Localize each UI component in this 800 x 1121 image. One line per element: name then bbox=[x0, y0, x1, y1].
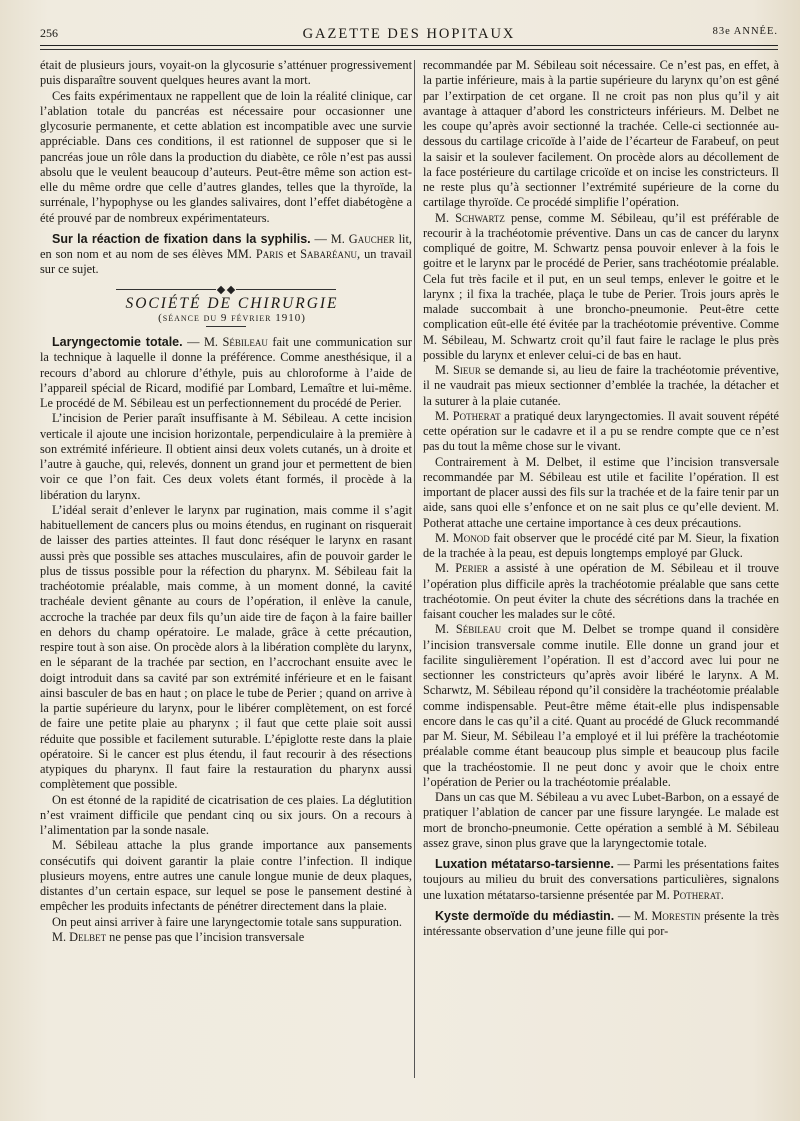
short-rule bbox=[206, 326, 246, 327]
paragraph: M. Potherat a pratiqué deux laryngectomies. Il avait souvent répété cette opération sur le cadavre et il a pu se rendre compte que ce n’est pas du tout la même chose sur le vivant. bbox=[423, 408, 779, 454]
header-rule-bottom bbox=[40, 49, 778, 50]
paragraph: Contrairement à M. Delbet, il estime que l’incision transversale recommandée par M. Sébileau est utile et facilite l’opération. Il est important de placer aussi des fils sur la trachée et de la faire tenir par un aide, sans quoi elle s’enfonce et on ne sait plus ce qu’elle devient. M. Potherat attache une certaine importance à ces deux précautions. bbox=[423, 454, 779, 530]
header-rule-top bbox=[40, 45, 778, 46]
author-name: Morestin bbox=[651, 908, 701, 923]
page-header bbox=[40, 26, 778, 46]
author-name: Sébileau bbox=[222, 335, 268, 349]
paragraph: recommandée par M. Sébileau soit nécessaire. Ce n’est pas, en effet, à la partie inférieure, mais à la partie supérieure du larynx qu’on est gêné par l’extirpation de cet organe. Il ne croit pas non plus qu’il y ait avantage à attaquer d’abord les constricteurs inférieurs. M. Delbet ne les coupe qu’après avoir sectionné la trachée. Celle-ci sectionnée au-dessous du cartilage cricoïde à l’aide de l’écarteur de Farabeuf, on peut la saisir et la soulever facilement. On procède alors au décollement de la face postérieure du cartilage cricoïde et on incise les constricteurs. Il ne reste plus qu’à sectionner l’extrémité supérieure de la corne du cartilage thyroïde. Ce procédé simplifie l’opération. bbox=[423, 58, 779, 210]
article-heading: Sur la réaction de fixation dans la syphilis. bbox=[52, 231, 311, 246]
section-title: SOCIÉTÉ DE CHIRURGIE bbox=[125, 294, 339, 312]
laryngectomy-article: Laryngectomie totale. — M. Sébileau fait une communication sur la technique à laquelle il donne la préférence. Comme anesthésique, il a recours d’abord au chlorure d’éthyle, puis au chloroforme à l’aide de l’appareil spécial de Ricard, modifié par Lombard, Lemaître et lui-même. Le procédé de M. Sébileau est un perfectionnement du procédé de Perier. bbox=[40, 335, 412, 410]
page-number: 256 bbox=[40, 26, 58, 40]
article-heading: Luxation métatarso-tarsienne. bbox=[435, 857, 614, 871]
paragraph: On peut ainsi arriver à faire une laryngectomie totale sans suppuration. bbox=[52, 914, 402, 929]
paragraph: L’incision de Perier paraît insuffisante à M. Sébileau. A cette incision verticale il ajoute une incision horizontale, perpendiculaire à la première à son extrémité inférieure. Il obtient ainsi deux volets cutanés, un à droite et l’autre à gauche, qui, relevés, donnent un grand jour et permettent de bien voir ce que l’on fait. Ces deux volets étant formés, il procède à la libération du larynx. bbox=[40, 411, 412, 502]
author-name: Delbet bbox=[69, 929, 107, 944]
paragraph: M. Monod fait observer que le procédé cité par M. Sieur, la fixation de la trachée à la peau, est depuis longtemps employé par Gluck. bbox=[423, 530, 779, 560]
article-heading: Kyste dermoïde du médiastin. bbox=[435, 908, 615, 923]
journal-title: GAZETTE DES HOPITAUX bbox=[302, 26, 516, 42]
section-subtitle: (séance du 9 février 1910) bbox=[158, 311, 306, 324]
paragraph: On est étonné de la rapidité de cicatrisation de ces plaies. La déglutition n’est vraiment difficile que pendant cinq ou six jours. On a recours à l’alimentation par la sonde nasale. bbox=[40, 792, 412, 837]
author-name: Monod bbox=[452, 530, 490, 545]
author-name: Sieur bbox=[452, 363, 481, 377]
paragraph: L’idéal serait d’enlever le larynx par rugination, mais comme il s’agit habituellement de cancers plus ou moins étendus, en ruginant on risquerait de laisser des parties atteintes. Il faut donc réséquer le larynx en rasant aussi près que possible ses attaches musculaires, afin de pouvoir garder le plus de tissus possible pour la réfection du pharynx. M. Sébileau fait la trachéotomie préalable, mais comme, à un moment donné, la cavité trachéale devient gênante au cours de l’opération, il enlève la canule, accroche la trachée par deux fils qu’un aide tire de façon à la faire bailler en dehors du champ opératoire. Le malade, grâce à cette précaution, respire tout à son aise. On procède alors à la libération complète du larynx, en le séparant de la trachée par section, en l’accrochant ensuite avec le doigt introduit dans sa cavité par son extrémité inférieure et en le faisant ainsi basculer de bas en haut ; on place le tube de Perier ; quand on arrive à la partie supérieure du larynx, pour le libérer complètement, on est forcé de faire une petite plaie au pharynx ; il faut que cette plaie soit aussi réduite que possible et facilement suturable. L’épiglotte reste dans la plaie opératoire. Si le cancer est plus étendu, il faut recourir à des résections atypiques du pharynx. Il faut faire la restauration du pharynx aussi complètement que possible. bbox=[40, 502, 412, 792]
author-name: Paris bbox=[255, 247, 284, 261]
author-name: Potherat bbox=[672, 887, 721, 902]
paragraph: M. Sébileau attache la plus grande importance aux pansements consécutifs qui doivent garantir la plaie contre l’infection. Il indique plusieurs moyens, entre autres une canule longue munie de deux plaques, distantes d’un certain espace, sur lequel se pose le pansement destiné à empêcher les produits infectants de pénétrer directement dans la plaie. bbox=[40, 838, 412, 914]
luxation-article: Luxation métatarso-tarsienne. — Parmi les présentations faites toujours au milieu du bruit des conversations particulières, signalons une luxation métatarso-tarsienne présentée par M. Potherat. bbox=[423, 857, 779, 902]
year-label: 83e ANNÉE. bbox=[712, 26, 778, 37]
paragraph: M. Sébileau croit que M. Delbet se trompe quand il considère l’incision transversale comme inutile. Elle donne un grand jour et facilite singulièrement l’opération. Il est d’accord avec lui pour ne sectionner les constricteurs qu’après avoir libéré le larynx. A M. Scharwtz, M. Sébileau répond qu’il considère la trachéotomie préalable comme indispensable. Peut-être même était-elle plus indispensable encore dans le cas qu’il a cité. Quant au procédé de Gluck recommandé par M. Sieur, M. Sébileau l’a employé et il lui préfère la trachéotomie préalable comme étant beaucoup plus simple et beaucoup plus facile que la trachéostomie. Il ne peut donc y avoir que le choix entre l’opération de Perier ou la trachéotomie préalable. bbox=[423, 622, 779, 789]
paragraph: Ces faits expérimentaux ne rappellent que de loin la réalité clinique, car l’ablation totale du pancréas est nécessaire pour occasionner une glycosurie permanente, et cette ablation est incompatible avec une survie appréciable. Dans ces conditions, il est rationnel de supposer que si le pancréas joue un rôle dans la production du diabète, ce rôle n’est pas aussi absolu que le veulent beaucoup d’auteurs. Peut-être même son action est-elle du même ordre que celle d’autres glandes, telles que la thyroïde, la surrénale, l’hypophyse ou les glandes salivaires, dont l’effet diabétogène a été prouvé par de nombreux expérimentateurs. bbox=[40, 88, 412, 225]
paragraph: était de plusieurs jours, voyait-on la glycosurie s’atténuer progressivement puis disparaître souvent quelques heures avant la mort. bbox=[40, 58, 412, 88]
author-name: Sébileau bbox=[455, 622, 502, 637]
paragraph: M. Delbet ne pense pas que l’incision transversale bbox=[52, 929, 305, 944]
article-heading: Laryngectomie totale. bbox=[52, 335, 183, 349]
author-name: Perier bbox=[455, 561, 489, 576]
paragraph: Dans un cas que M. Sébileau a vu avec Lubet-Barbon, on a essayé de pratiquer l’ablation de cancer par une fissure laryngée. Le malade est mort de broncho-pneumonie. Cette opération a semblé à M. Sébileau assez grave, sinon plus grave que la laryngectomie totale. bbox=[423, 790, 779, 850]
paragraph: M. Perier a assisté à une opération de M. Sébileau et il trouve l’opération plus difficile après la trachéotomie préalable que sans cette trachéotomie. On peut éviter la chute des sécrétions dans la trachée en faisant coucher les malades sur le côté. bbox=[423, 561, 779, 621]
syphilis-article: Sur la réaction de fixation dans la syphilis. — M. Gaucher lit, en son nom et au nom de ses élèves MM. Paris et Sabaréanu, un travail sur ce sujet. bbox=[40, 231, 412, 277]
author-name: Sabaréanu bbox=[300, 247, 358, 261]
kyste-article: Kyste dermoïde du médiastin. — M. Morestin présente la très intéressante observation d’une jeune fille qui por- bbox=[423, 908, 779, 938]
paragraph: M. Sieur se demande si, au lieu de faire la trachéotomie préventive, il ne vaudrait pas mieux sectionner d’emblée la trachée, la détacher et la suturer à la plaie cutanée. bbox=[423, 363, 779, 408]
ornament-divider bbox=[40, 282, 412, 290]
right-column bbox=[423, 58, 779, 1098]
paragraph: M. Schwartz pense, comme M. Sébileau, qu’il est préférable de recourir à la trachéotomie préventive. Dans un cas de cancer du larynx compliqué de goitre, M. Schwartz pensa pouvoir enlever à la fois le goitre et le larynx par le procédé de Perier, sans trachéotomie préalable. Cela fut très facile et il put, en un seul temps, enlever le goitre et le larynx ; il fixa la trachée, plaça le tube de Perier. Trois jours après le malade succombait à une broncho-pneumonie. Peut-être cette complication eût-elle été évitée par la trachéotomie préventive. Comme M. Sébileau, M. Schwartz croit qu’il faut faire le raclage le plus près possible du larynx et enlever celui-ci de bas en haut. bbox=[423, 210, 779, 362]
author-name: Schwartz bbox=[455, 210, 505, 225]
author-name: Gaucher bbox=[348, 231, 395, 246]
author-name: Potherat bbox=[452, 408, 501, 423]
left-column bbox=[40, 58, 412, 1098]
column-divider bbox=[414, 60, 415, 1078]
